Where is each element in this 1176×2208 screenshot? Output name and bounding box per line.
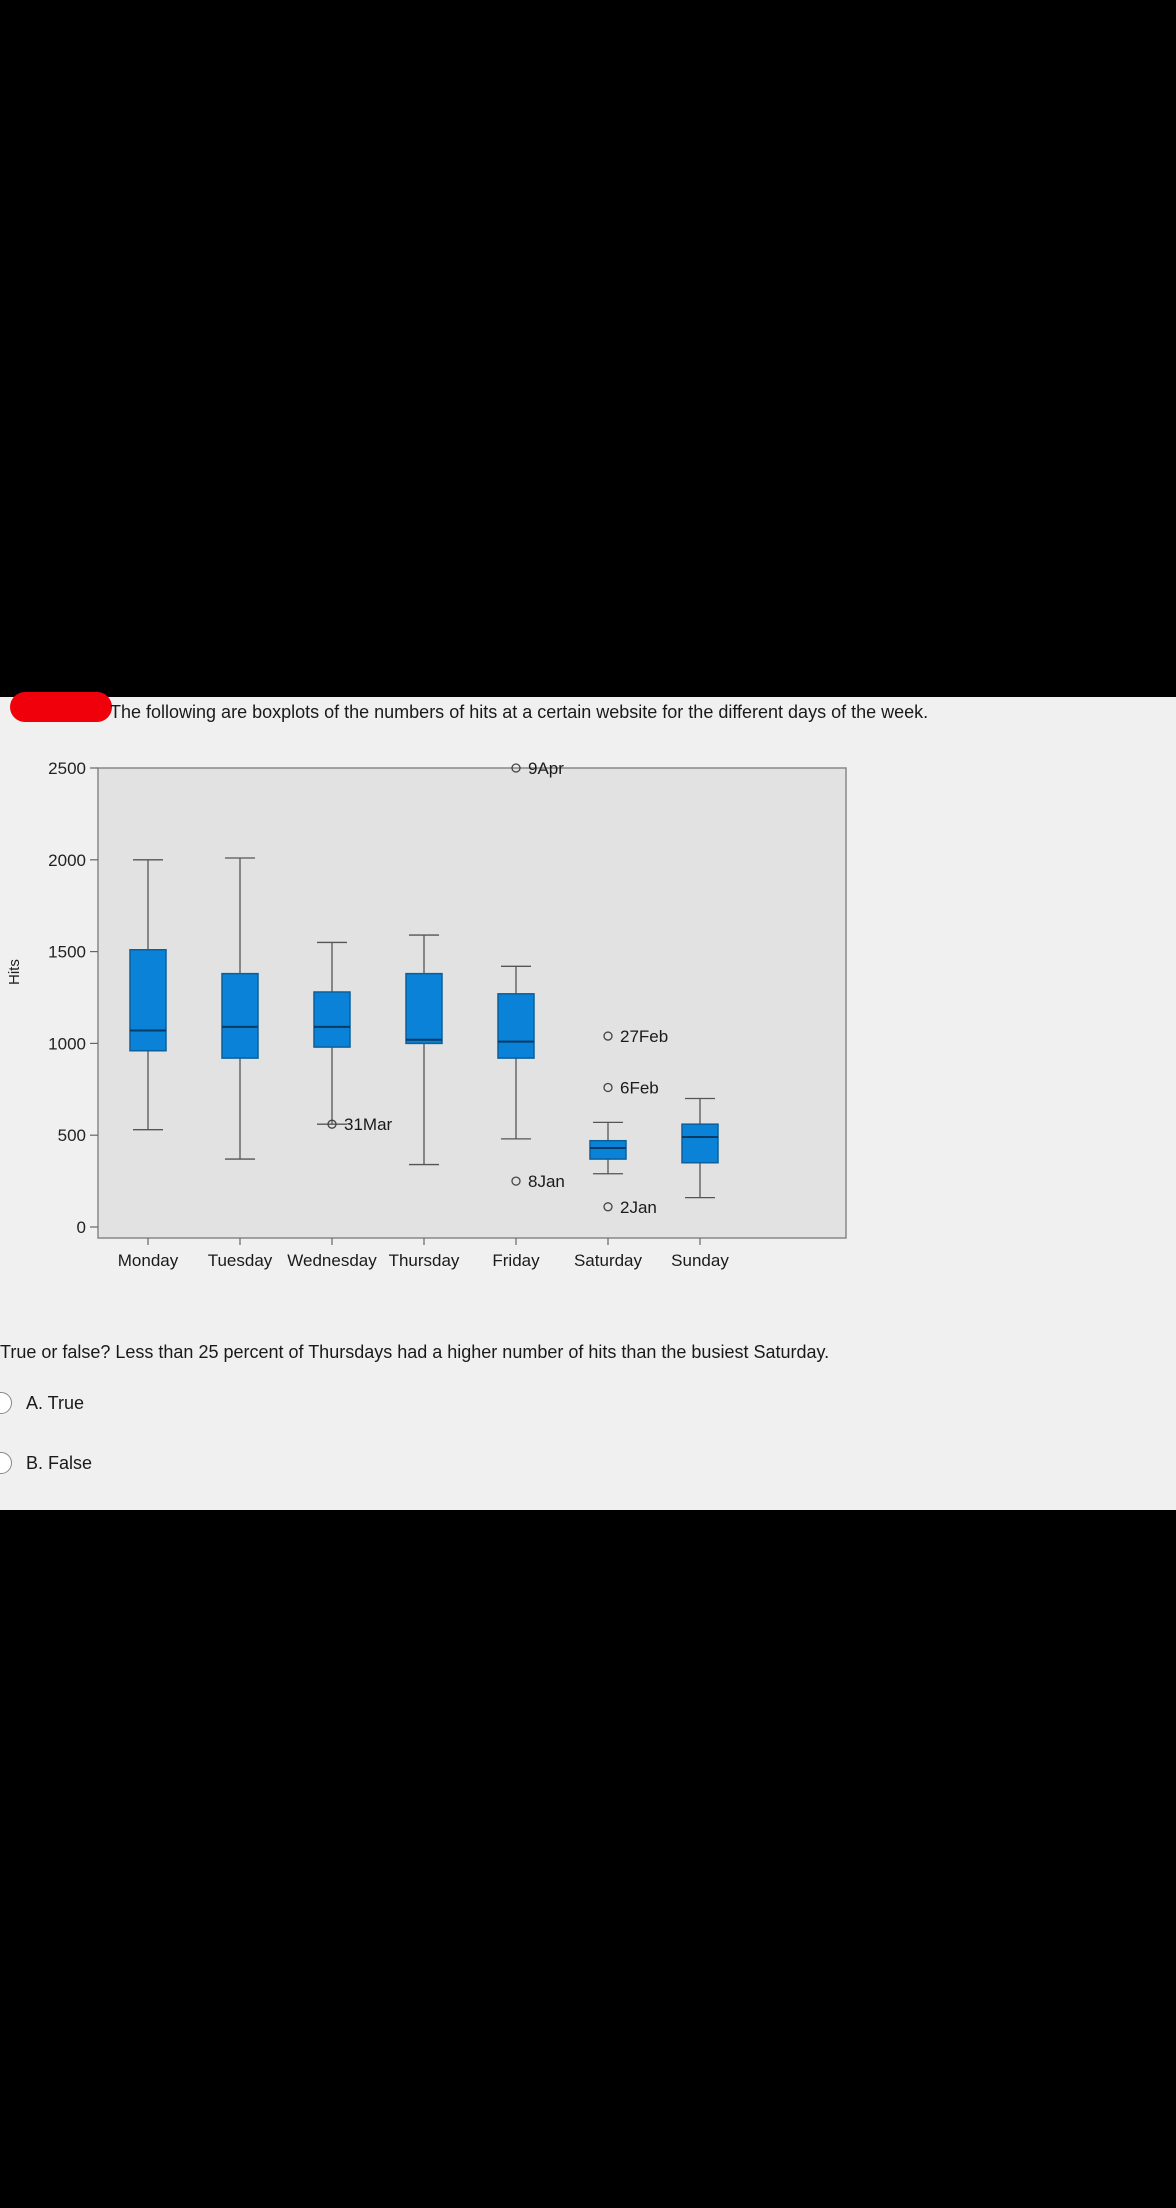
box-friday <box>498 994 534 1058</box>
outlier-label: 2Jan <box>620 1197 657 1217</box>
y-tick-label: 0 <box>76 1218 86 1237</box>
box-wednesday <box>314 992 350 1047</box>
outlier-label: 6Feb <box>620 1078 659 1098</box>
x-tick-label: Thursday <box>388 1251 460 1270</box>
y-tick-label: 500 <box>57 1126 86 1146</box>
option-label: B. False <box>26 1452 93 1473</box>
box-thursday <box>406 974 442 1044</box>
x-tick-label: Friday <box>492 1251 540 1270</box>
outlier-label: 8Jan <box>528 1172 565 1192</box>
intro-text: The following are boxplots of the numbers of hits at a certain website for the different days of the week. <box>110 702 929 722</box>
box-tuesday <box>222 974 258 1058</box>
outlier-label: 9Apr <box>528 759 564 778</box>
y-tick-label: 1500 <box>48 942 86 962</box>
x-tick-label: Monday <box>117 1251 179 1270</box>
question-text: True or false? Less than 25 percent of Thursdays had a higher number of hits than the busiest Saturday. <box>0 1342 830 1362</box>
option-false[interactable] <box>0 1452 92 1474</box>
y-axis-label: Hits <box>6 959 23 985</box>
x-axis <box>118 1238 730 1270</box>
box-sunday <box>682 1124 718 1163</box>
x-tick-label: Saturday <box>573 1251 643 1270</box>
box-saturday <box>590 1141 626 1159</box>
y-tick-label: 2000 <box>48 850 86 870</box>
option-label: A. True <box>26 1392 85 1413</box>
radio-icon[interactable] <box>0 1452 12 1474</box>
x-tick-label: Tuesday <box>207 1251 273 1270</box>
box-monday <box>130 950 166 1051</box>
y-tick-label: 2500 <box>48 759 86 778</box>
x-tick-label: Sunday <box>671 1251 729 1270</box>
plot-background <box>98 768 846 1238</box>
outlier-label: 27Feb <box>620 1027 669 1047</box>
radio-icon[interactable] <box>0 1392 12 1414</box>
x-tick-label: Wednesday <box>287 1251 377 1270</box>
redaction-mark <box>10 692 112 722</box>
y-tick-label: 1000 <box>48 1034 86 1054</box>
option-true[interactable] <box>0 1392 84 1414</box>
boxplot-chart <box>0 740 880 1300</box>
outlier-label: 31Mar <box>344 1115 393 1135</box>
y-axis <box>48 759 98 1237</box>
